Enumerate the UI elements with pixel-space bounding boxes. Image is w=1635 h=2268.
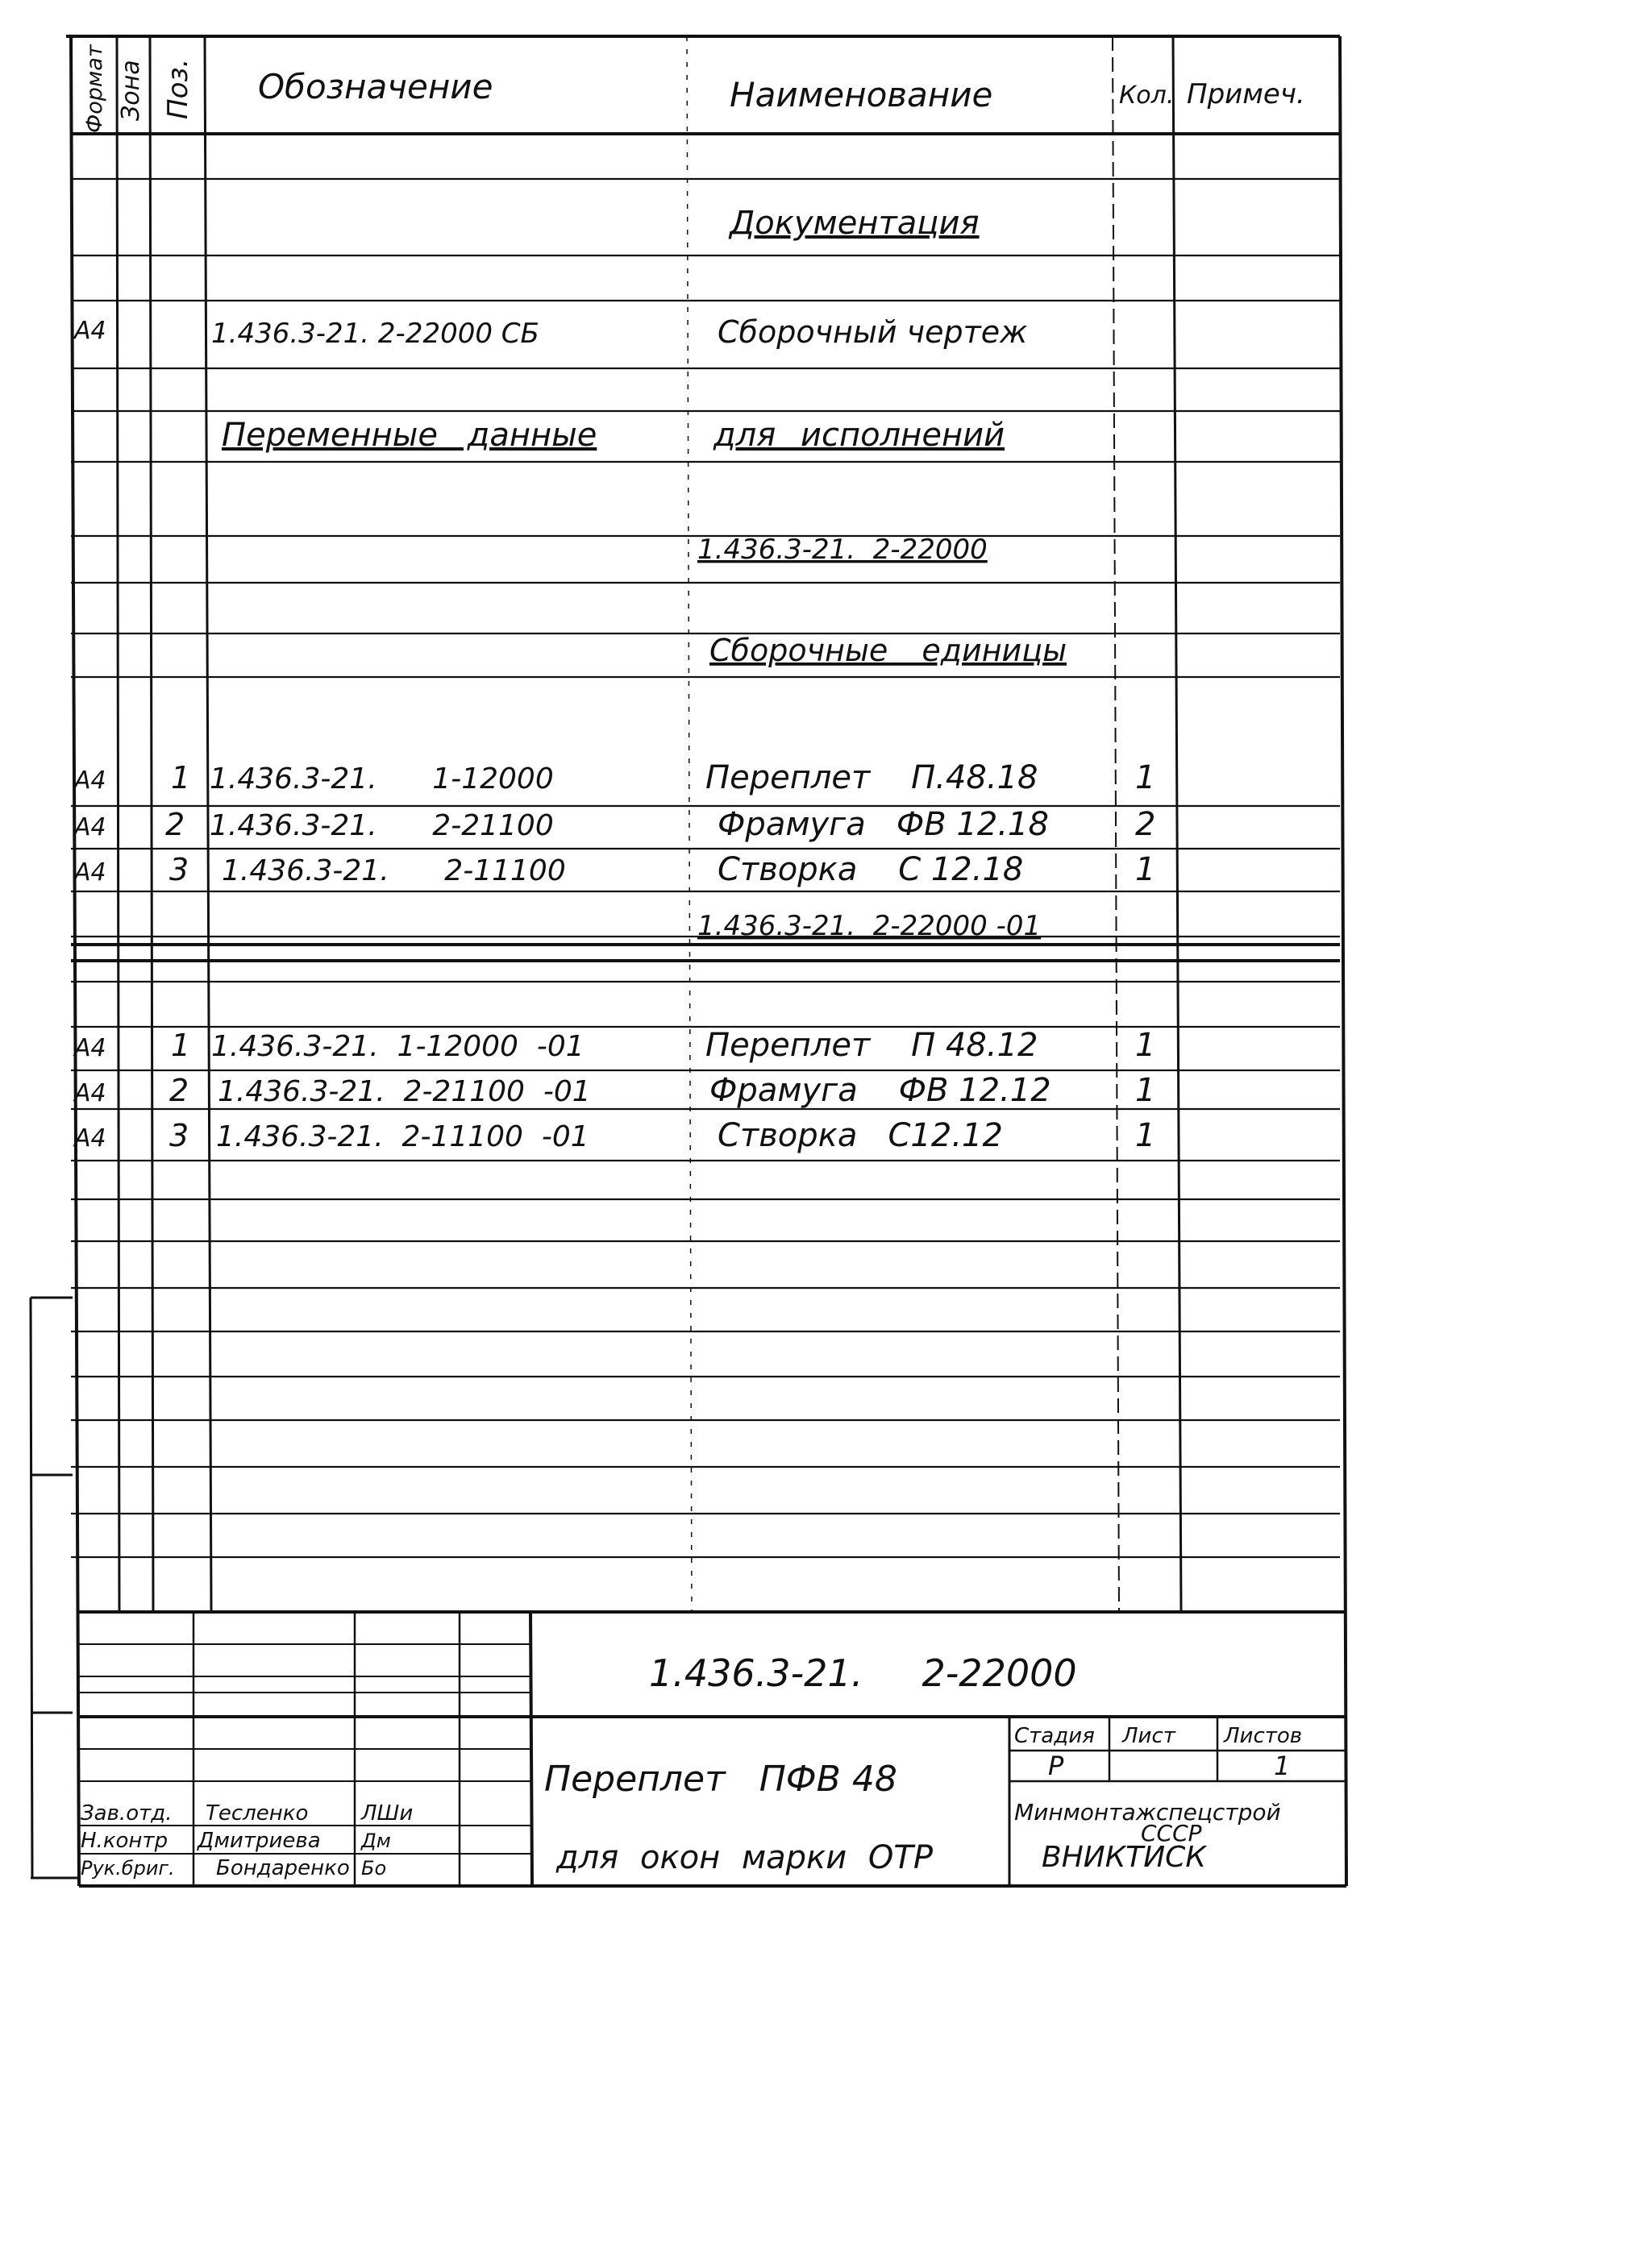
row-designation: 1.436.3-21. 2-11100: [222, 854, 566, 887]
row-qty: 1: [1135, 759, 1156, 796]
header-name: Наименование: [730, 75, 993, 114]
row-pos: 2: [165, 807, 185, 842]
row-qty: 1: [1135, 1117, 1156, 1154]
table-grid: [31, 36, 1346, 1886]
table-row: [73, 1027, 1155, 1064]
row-designation: 1.436.3-21. 2-22000 СБ: [211, 318, 539, 350]
sheet-label: Лист: [1122, 1724, 1175, 1748]
row-designation: Переменные данные: [222, 417, 597, 454]
row-format: А4: [74, 766, 106, 795]
signature-mark: Бо: [361, 1857, 387, 1880]
organization-line-1: Минмонтажспецстрой: [1014, 1799, 1281, 1826]
table-row: [73, 1072, 1155, 1109]
document-number: 1.436.3-21. 2-22000: [649, 1651, 1077, 1695]
signature-role: Рук.бриг.: [81, 1857, 175, 1880]
table-row: [73, 851, 1155, 888]
title-block: [81, 1651, 1302, 1880]
signature-mark: Дм: [361, 1830, 391, 1852]
table-row: [73, 1117, 1155, 1154]
sheets-value: 1: [1274, 1751, 1291, 1781]
row-qty: 1: [1135, 851, 1156, 888]
row-name: для исполнений: [713, 417, 1005, 454]
header-zone: Зона: [117, 60, 145, 121]
title-line-1: Переплет ПФВ 48: [544, 1759, 897, 1800]
title-line-2: для окон марки ОТР: [556, 1839, 933, 1876]
table-row: [709, 633, 1067, 668]
row-name: Створка С 12.18: [718, 851, 1024, 888]
row-designation: 1.436.3-21. 2-21100 -01: [218, 1075, 591, 1108]
table-row: [73, 759, 1155, 796]
row-name: Переплет П.48.18: [705, 759, 1038, 796]
row-pos: 1: [171, 760, 191, 795]
signature-role: Зав.отд.: [81, 1801, 173, 1826]
header-format: Формат: [82, 44, 107, 133]
header-qty: Кол.: [1119, 81, 1175, 110]
row-name: Документация: [730, 205, 980, 242]
row-designation: 1.436.3-21. 2-11100 -01: [216, 1120, 589, 1153]
row-pos: 3: [169, 1118, 189, 1153]
row-qty: 1: [1135, 1072, 1156, 1109]
row-designation: 1.436.3-21. 1-12000: [210, 762, 554, 795]
table-row: [728, 205, 980, 242]
row-format: А4: [74, 1079, 106, 1107]
row-name: Сборочные единицы: [709, 633, 1067, 668]
organization-line-3: ВНИКТИСК: [1042, 1841, 1206, 1874]
header-designation: Обозначение: [258, 67, 493, 106]
table-row: [697, 910, 1041, 942]
table-header: [82, 44, 1305, 133]
signature-role: Н.контр: [81, 1829, 168, 1853]
table-row: [697, 534, 988, 566]
row-format: А4: [74, 1034, 106, 1062]
row-pos: 3: [169, 852, 189, 887]
row-designation: 1.436.3-21. 1-12000 -01: [211, 1030, 585, 1063]
signature-name: Бондаренко: [216, 1856, 350, 1880]
row-format: А4: [74, 1124, 106, 1153]
row-qty: 2: [1135, 806, 1156, 843]
row-pos: 2: [169, 1073, 189, 1108]
row-format: А4: [74, 317, 106, 345]
table-row: [222, 417, 1005, 454]
signature-mark: ЛШи: [361, 1801, 414, 1826]
row-pos: 1: [171, 1028, 191, 1063]
row-name: 1.436.3-21. 2-22000: [697, 534, 988, 566]
signature-name: Тесленко: [206, 1801, 309, 1826]
row-name: 1.436.3-21. 2-22000 -01: [697, 910, 1042, 942]
row-format: А4: [74, 858, 106, 887]
row-designation: 1.436.3-21. 2-21100: [210, 809, 554, 842]
organization-line-2: СССР: [1141, 1820, 1202, 1846]
table-row: [73, 314, 1027, 350]
signature-name: Дмитриева: [198, 1829, 321, 1853]
stage-value: Р: [1048, 1751, 1064, 1781]
row-name: Фрамуга ФВ 12.12: [709, 1072, 1051, 1109]
row-qty: 1: [1135, 1027, 1156, 1064]
header-note: Примеч.: [1187, 78, 1305, 110]
row-name: Створка С12.12: [718, 1117, 1003, 1154]
row-name: Сборочный чертеж: [718, 314, 1028, 350]
row-format: А4: [74, 813, 106, 841]
row-name: Фрамуга ФВ 12.18: [718, 806, 1049, 843]
sheets-label: Листов: [1224, 1724, 1303, 1748]
stage-label: Стадия: [1014, 1724, 1095, 1748]
table-row: [73, 806, 1155, 843]
row-name: Переплет П 48.12: [705, 1027, 1038, 1064]
header-pos: Поз.: [162, 58, 194, 119]
